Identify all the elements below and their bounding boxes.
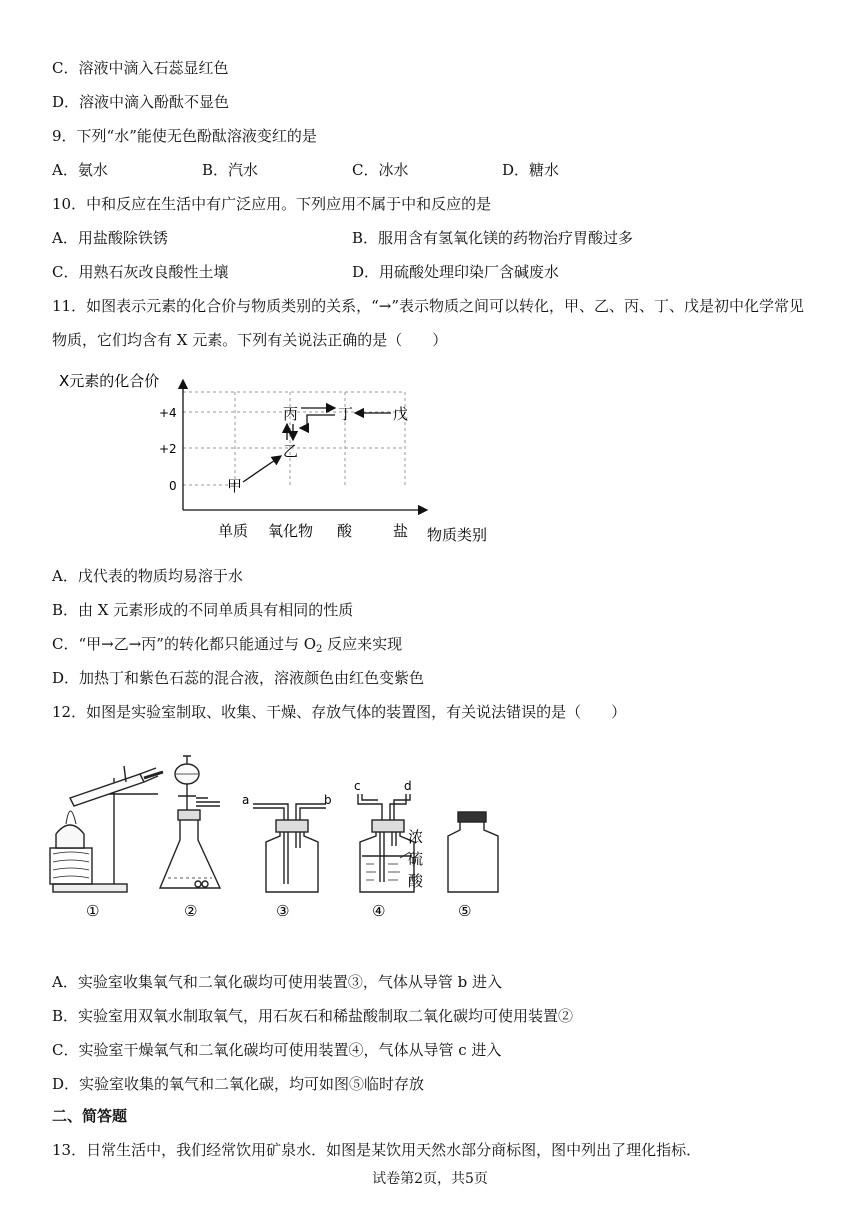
- q11-option-a: A．戊代表的物质均易溶于水: [52, 567, 243, 585]
- q11-option-c-post: 反应来实现: [322, 635, 403, 653]
- arrow-jia-yi: [243, 456, 281, 482]
- q10-option-b: B．服用含有氢氧化镁的药物治疗胃酸过多: [352, 229, 634, 247]
- y-axis-label: X元素的化合价: [59, 372, 160, 390]
- tube-a-label: a: [242, 793, 250, 807]
- ytick-plus2: +2: [159, 442, 177, 456]
- q11-stem-line1: 11．如图表示元素的化合价与物质类别的关系，“→”表示物质之间可以转化，甲、乙、丙、丁、戊是初中化学常见: [52, 297, 804, 315]
- node-ding: 丁: [338, 405, 354, 423]
- q12-option-a: A．实验室收集氧气和二氧化碳均可使用装置③，气体从导管 b 进入: [52, 973, 502, 991]
- apparatus-label-1: ①: [86, 902, 100, 920]
- tube-c-label: c: [354, 779, 361, 793]
- q11-option-c: [52, 634, 402, 660]
- acid-label-2: 硫: [408, 850, 424, 868]
- q12-option-b: B．实验室用双氧水制取氧气，用石灰石和稀盐酸制取二氧化碳均可使用装置②: [52, 1007, 574, 1025]
- tube-b-label: b: [324, 793, 332, 807]
- apparatus-figure: [48, 738, 518, 928]
- xtick-acid: 酸: [337, 522, 353, 540]
- q9-option-a: A．氨水: [52, 161, 108, 179]
- apparatus-2: [160, 756, 220, 888]
- x-axis-label: 物质类别: [427, 526, 488, 544]
- ytick-zero: 0: [169, 479, 177, 493]
- node-wu: 戊: [393, 405, 409, 423]
- page-footer: 试卷第2页，共5页: [372, 1171, 488, 1187]
- q9-option-c: C．冰水: [352, 161, 409, 179]
- arrow-ding-yi: [300, 415, 335, 428]
- acid-label-3: 酸: [408, 872, 424, 890]
- section-heading: 二、简答题: [52, 1107, 128, 1125]
- q11-option-d: D．加热丁和紫色石蕊的混合液，溶液颜色由红色变紫色: [52, 669, 425, 687]
- valence-chart: [55, 368, 495, 548]
- apparatus-label-4: ④: [372, 902, 386, 920]
- q13-stem: 13．日常生活中，我们经常饮用矿泉水．如图是某饮用天然水部分商标图，图中列出了理化指标．: [52, 1141, 702, 1159]
- apparatus-label-5: ⑤: [458, 902, 472, 920]
- apparatus-3: [253, 804, 326, 892]
- apparatus-1: [50, 766, 163, 892]
- xtick-oxide: 氧化物: [268, 522, 314, 540]
- xtick-salt: 盐: [393, 522, 409, 540]
- q12-stem: 12．如图是实验室制取、收集、干燥、存放气体的装置图，有关说法错误的是（ ）: [52, 703, 627, 721]
- ytick-plus4: +4: [159, 406, 177, 420]
- apparatus-4: [358, 794, 414, 892]
- q9-option-d: D．糖水: [502, 161, 560, 179]
- node-jia: 甲: [227, 477, 243, 495]
- q11-option-b: B．由 X 元素形成的不同单质具有相同的性质: [52, 601, 354, 619]
- q12-option-d: D．实验室收集的氧气和二氧化碳，均可如图⑤临时存放: [52, 1075, 425, 1093]
- acid-label-1: 浓: [408, 828, 424, 846]
- node-bing: 丙: [283, 405, 299, 423]
- q10-option-a: A．用盐酸除铁锈: [52, 229, 168, 247]
- q11-option-c-pre: C．“甲→乙→丙”的转化都只能通过与 O: [52, 635, 317, 653]
- q10-option-d: D．用硫酸处理印染厂含碱废水: [352, 263, 560, 281]
- q8-option-d: D．溶液中滴入酚酞不显色: [52, 93, 230, 111]
- q11-stem-line2: 物质，它们均含有 X 元素。下列有关说法正确的是（ ）: [52, 331, 448, 349]
- q12-option-c: C．实验室干燥氧气和二氧化碳均可使用装置④，气体从导管 c 进入: [52, 1041, 502, 1059]
- q10-stem: 10．中和反应在生活中有广泛应用。下列应用不属于中和反应的是: [52, 195, 492, 213]
- apparatus-5: [448, 812, 498, 892]
- q8-option-c: C．溶液中滴入石蕊显红色: [52, 59, 229, 77]
- apparatus-label-3: ③: [276, 902, 290, 920]
- q9-option-b: B．汽水: [202, 161, 259, 179]
- apparatus-label-2: ②: [184, 902, 198, 920]
- q10-option-c: C．用熟石灰改良酸性土壤: [52, 263, 229, 281]
- tube-d-label: d: [404, 779, 412, 793]
- xtick-elemental: 单质: [218, 522, 249, 540]
- q9-stem: 9．下列“水”能使无色酚酞溶液变红的是: [52, 127, 317, 145]
- node-yi: 乙: [283, 442, 299, 460]
- q11-option-c-sub: 2: [316, 644, 323, 655]
